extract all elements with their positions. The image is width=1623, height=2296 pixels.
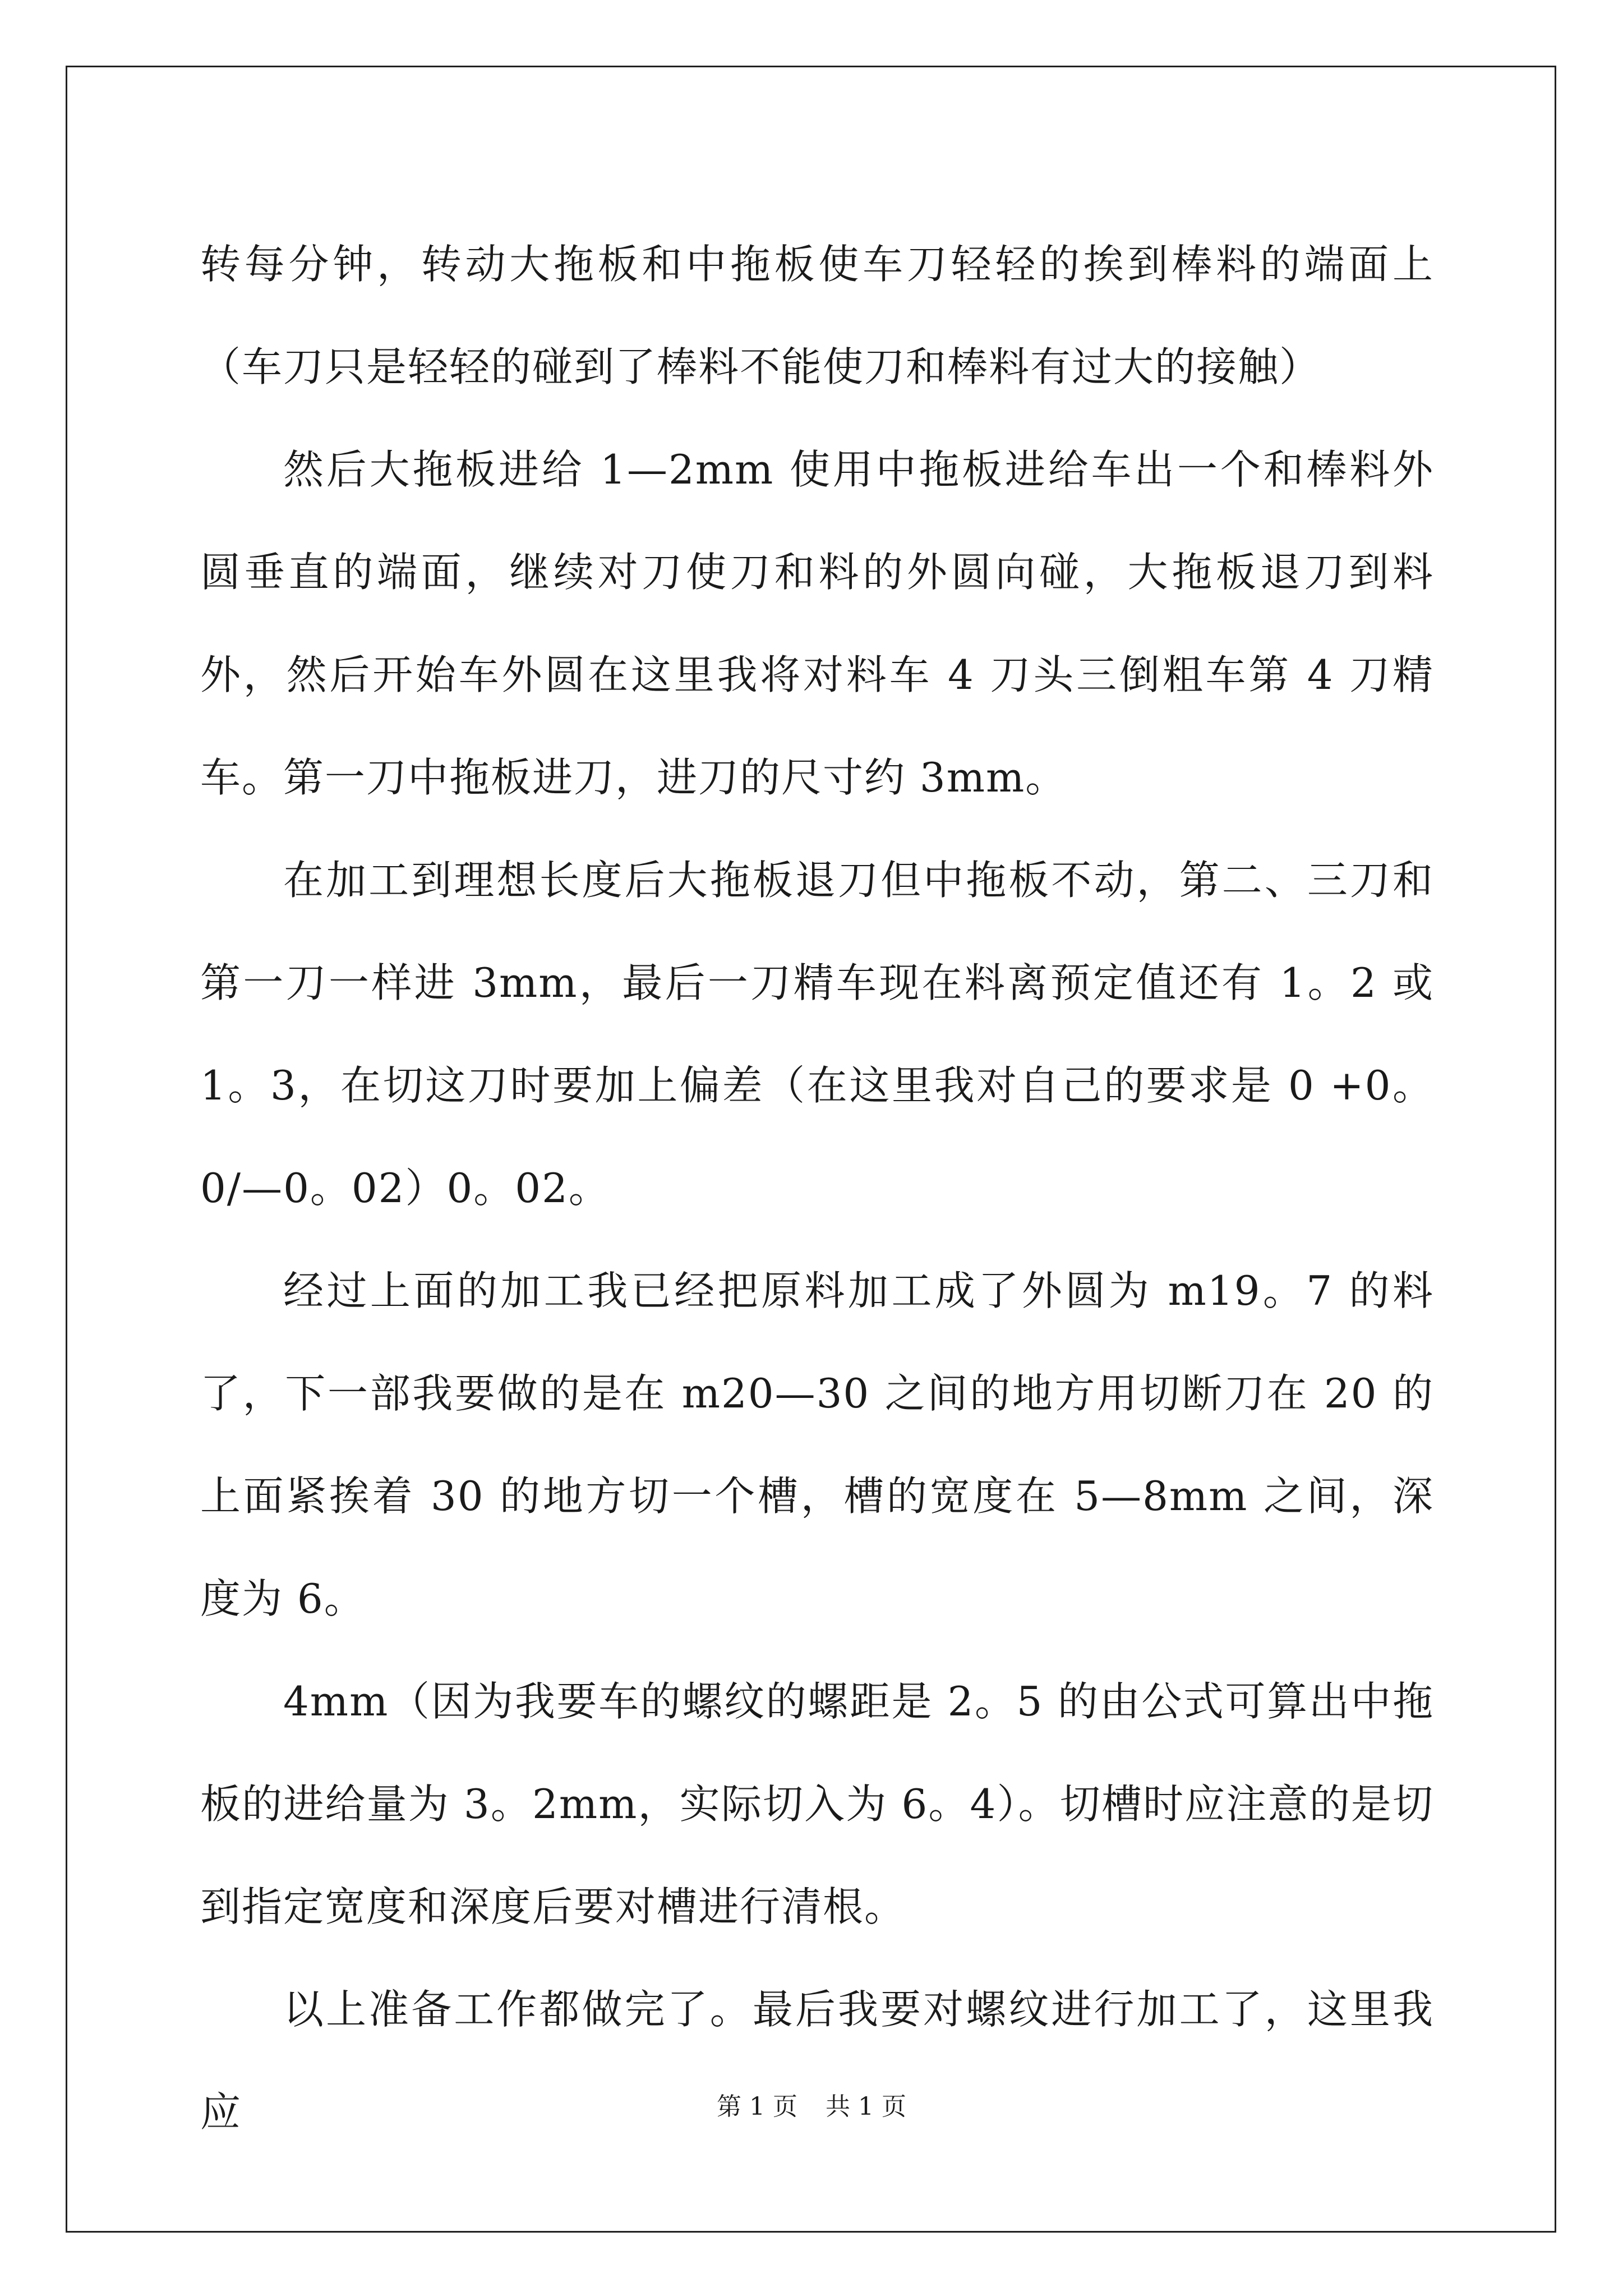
paragraph: 4mm（因为我要车的螺纹的螺距是 2。5 的由公式可算出中拖板的进给量为 3。2mm，实际切入为 6。4）。切槽时应注意的是切到指定宽度和深度后要对槽进行清根。 bbox=[200, 1678, 1434, 1930]
paragraph: 在加工到理想长度后大拖板退刀但中拖板不动，第二、三刀和第一刀一样进 3mm，最后一刀精车现在料离预定值还有 1。2 或 1。3，在切这刀时要加上偏差（在这里我对自己的要求是 0 +0。0/—0。02）0。02。 bbox=[200, 857, 1434, 1212]
paragraph: 经过上面的加工我已经把原料加工成了外圆为 m19。7 的料了，下一部我要做的是在 m20—30 之间的地方用切断刀在 20 的上面紧挨着 30 的地方切一个槽，槽的宽度在 5—8mm 之间，深度为 6。 bbox=[200, 1267, 1434, 1622]
paragraph: 然后大拖板进给 1—2mm 使用中拖板进给车出一个和棒料外圆垂直的端面，继续对刀使刀和料的外圆向碰，大拖板退刀到料外，然后开始车外圆在这里我将对料车 4 刀头三倒粗车第 4 刀精车。第一刀中拖板进刀，进刀的尺寸约 3mm。 bbox=[200, 446, 1434, 801]
paragraph: 以上准备工作都做完了。最后我要对螺纹进行加工了，这里我应 bbox=[200, 1986, 1434, 2136]
paragraph: 转每分钟，转动大拖板和中拖板使车刀轻轻的挨到棒料的端面上（车刀只是轻轻的碰到了棒料不能使刀和棒料有过大的接触） bbox=[200, 241, 1434, 390]
document-body bbox=[200, 213, 1434, 2164]
page-footer bbox=[0, 2090, 1623, 2124]
page-total: 共 1 页 bbox=[826, 2092, 906, 2121]
page-number: 第 1 页 bbox=[717, 2092, 797, 2121]
